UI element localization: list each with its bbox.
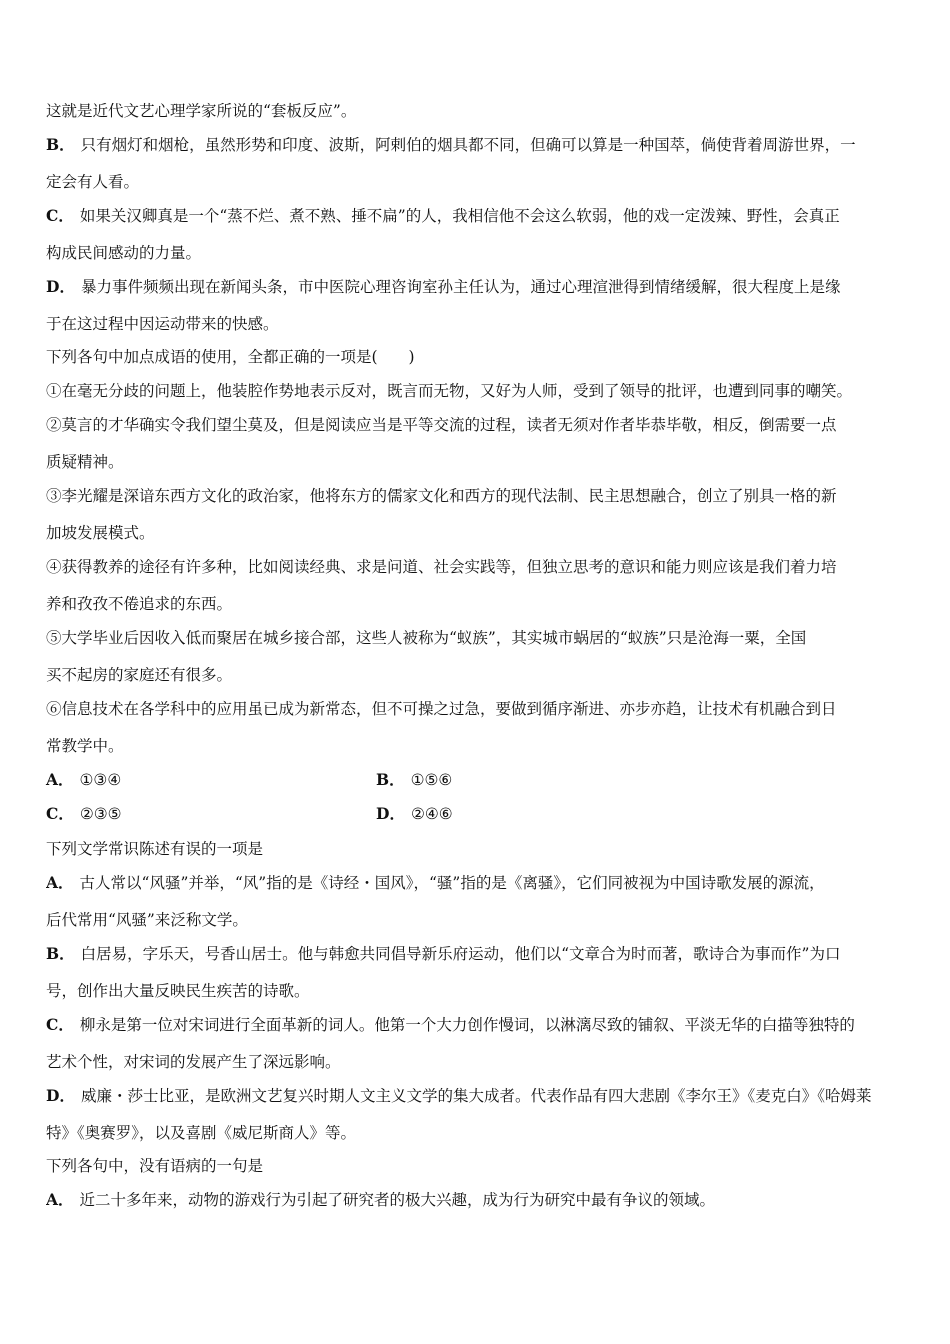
option-label: A． bbox=[46, 1190, 74, 1209]
option-text: 暴力事件频频出现在新闻头条，市中医院心理咨询室孙主任认为，通过心理渲泄得到情绪缓解，很大程度上是缘 bbox=[80, 278, 841, 296]
q0-option-b-cont bbox=[46, 171, 908, 193]
q1-option-a[interactable] bbox=[46, 769, 121, 791]
sentence-text: 常教学中。 bbox=[46, 737, 124, 755]
option-text: 后代常用“风骚”来泛称文学。 bbox=[46, 911, 248, 929]
q2-option-a bbox=[46, 872, 908, 894]
sentence-text: ⑤大学毕业后因收入低而聚居在城乡接合部，这些人被称为“蚁族”，其实城市蜗居的“蚁族”只是沧海一粟，全国 bbox=[46, 629, 807, 647]
q0-option-b bbox=[46, 134, 908, 156]
q3-stem bbox=[46, 1155, 908, 1177]
option-text: 只有烟灯和烟枪，虽然形势和印度、波斯，阿剌伯的烟具都不同，但确可以算是一种国萃，倘使背着周游世界，一 bbox=[80, 136, 856, 154]
q1-option-d[interactable] bbox=[376, 803, 453, 825]
q0-option-c bbox=[46, 205, 908, 227]
sentence-text: 买不起房的家庭还有很多。 bbox=[46, 666, 233, 684]
q2-option-d-cont bbox=[46, 1122, 908, 1144]
option-text: 构成民间感动的力量。 bbox=[46, 244, 202, 262]
option-label: B． bbox=[376, 770, 405, 789]
option-label: A． bbox=[46, 770, 74, 789]
option-label: D． bbox=[46, 1086, 75, 1105]
option-text: 白居易，字乐天，号香山居士。他与韩愈共同倡导新乐府运动，他们以“文章合为时而著，歌诗合为事而作”为口 bbox=[80, 945, 841, 963]
option-label: A． bbox=[46, 873, 74, 892]
q1-sentence-6-cont bbox=[46, 735, 908, 757]
option-text: ②④⑥ bbox=[410, 805, 453, 823]
q0-option-d bbox=[46, 276, 908, 298]
option-label: B． bbox=[46, 944, 75, 963]
option-text: ①③④ bbox=[79, 771, 122, 789]
q2-stem bbox=[46, 838, 908, 860]
option-text: 特》《奥赛罗》，以及喜剧《威尼斯商人》等。 bbox=[46, 1124, 357, 1142]
q1-sentence-5-cont bbox=[46, 664, 908, 686]
question-stem: 下列各句中加点成语的使用，全都正确的一项是( ) bbox=[46, 348, 415, 366]
question-stem: 下列文学常识陈述有误的一项是 bbox=[46, 840, 264, 858]
q0-option-d-cont bbox=[46, 313, 908, 335]
q2-option-d bbox=[46, 1085, 908, 1107]
option-text: 艺术个性，对宋词的发展产生了深远影响。 bbox=[46, 1053, 341, 1071]
option-label: B． bbox=[46, 135, 75, 154]
option-label: C． bbox=[46, 1015, 74, 1034]
option-label: C． bbox=[46, 804, 74, 823]
sentence-text: 养和孜孜不倦追求的东西。 bbox=[46, 595, 233, 613]
sentence-text: ①在毫无分歧的问题上，他装腔作势地表示反对，既言而无物，又好为人师，受到了领导的批评，也遭到同事的嘲笑。 bbox=[46, 382, 853, 400]
q2-option-c-cont bbox=[46, 1051, 908, 1073]
sentence-text: ⑥信息技术在各学科中的应用虽已成为新常态，但不可操之过急，要做到循序渐进、亦步亦趋，让技术有机融合到日 bbox=[46, 700, 837, 718]
q1-stem bbox=[46, 346, 908, 368]
q1-sentence-3-cont bbox=[46, 522, 908, 544]
option-text: 号，创作出大量反映民生疾苦的诗歌。 bbox=[46, 982, 310, 1000]
q3-option-a bbox=[46, 1189, 908, 1211]
q2-option-b-cont bbox=[46, 980, 908, 1002]
q1-sentence-3 bbox=[46, 485, 908, 507]
q1-sentence-2 bbox=[46, 414, 908, 436]
q1-sentence-1 bbox=[46, 380, 908, 402]
option-text: 威廉・莎士比亚，是欧洲文艺复兴时期人文主义文学的集大成者。代表作品有四大悲剧《李尔王》《麦克白》《哈姆莱 bbox=[80, 1087, 872, 1105]
sentence-text: ②莫言的才华确实令我们望尘莫及，但是阅读应当是平等交流的过程，读者无须对作者毕恭毕敬，相反，倒需要一点 bbox=[46, 416, 837, 434]
q0-continuation bbox=[46, 100, 908, 122]
sentence-text: 加坡发展模式。 bbox=[46, 524, 155, 542]
option-text: ①⑤⑥ bbox=[410, 771, 453, 789]
q2-option-a-cont bbox=[46, 909, 908, 931]
sentence-text: ③李光耀是深谙东西方文化的政治家，他将东方的儒家文化和西方的现代法制、民主思想融合，创立了别具一格的新 bbox=[46, 487, 837, 505]
option-text: 如果关汉卿真是一个“蒸不烂、煮不熟、捶不扁”的人，我相信他不会这么软弱，他的戏一定泼辣、野性，会真正 bbox=[79, 207, 840, 225]
question-stem: 下列各句中，没有语病的一句是 bbox=[46, 1157, 264, 1175]
q0-option-c-cont bbox=[46, 242, 908, 264]
option-label: D． bbox=[46, 277, 75, 296]
q2-option-c bbox=[46, 1014, 908, 1036]
q0-line: 这就是近代文艺心理学家所说的“套板反应”。 bbox=[46, 102, 357, 120]
q1-sentence-4 bbox=[46, 556, 908, 578]
option-label: D． bbox=[376, 804, 405, 823]
q1-sentence-2-cont bbox=[46, 451, 908, 473]
option-text: 于在这过程中因运动带来的快感。 bbox=[46, 315, 279, 333]
sentence-text: 质疑精神。 bbox=[46, 453, 124, 471]
q2-option-b bbox=[46, 943, 908, 965]
option-label: C． bbox=[46, 206, 74, 225]
q1-option-b[interactable] bbox=[376, 769, 452, 791]
sentence-text: ④获得教养的途径有许多种，比如阅读经典、求是问道、社会实践等，但独立思考的意识和能力则应该是我们着力培 bbox=[46, 558, 837, 576]
option-text: ②③⑤ bbox=[79, 805, 122, 823]
option-text: 柳永是第一位对宋词进行全面革新的词人。他第一个大力创作慢词，以淋漓尽致的铺叙、平淡无华的白描等独特的 bbox=[79, 1016, 855, 1034]
option-text: 定会有人看。 bbox=[46, 173, 140, 191]
q1-sentence-4-cont bbox=[46, 593, 908, 615]
q1-option-c[interactable] bbox=[46, 803, 122, 825]
option-text: 近二十多年来，动物的游戏行为引起了研究者的极大兴趣，成为行为研究中最有争议的领域。 bbox=[79, 1191, 716, 1209]
q1-sentence-5 bbox=[46, 627, 908, 649]
option-text: 古人常以“风骚”并举，“风”指的是《诗经・国风》，“骚”指的是《离骚》，它们同被视为中国诗歌发展的源流， bbox=[79, 874, 825, 892]
q1-sentence-6 bbox=[46, 698, 908, 720]
